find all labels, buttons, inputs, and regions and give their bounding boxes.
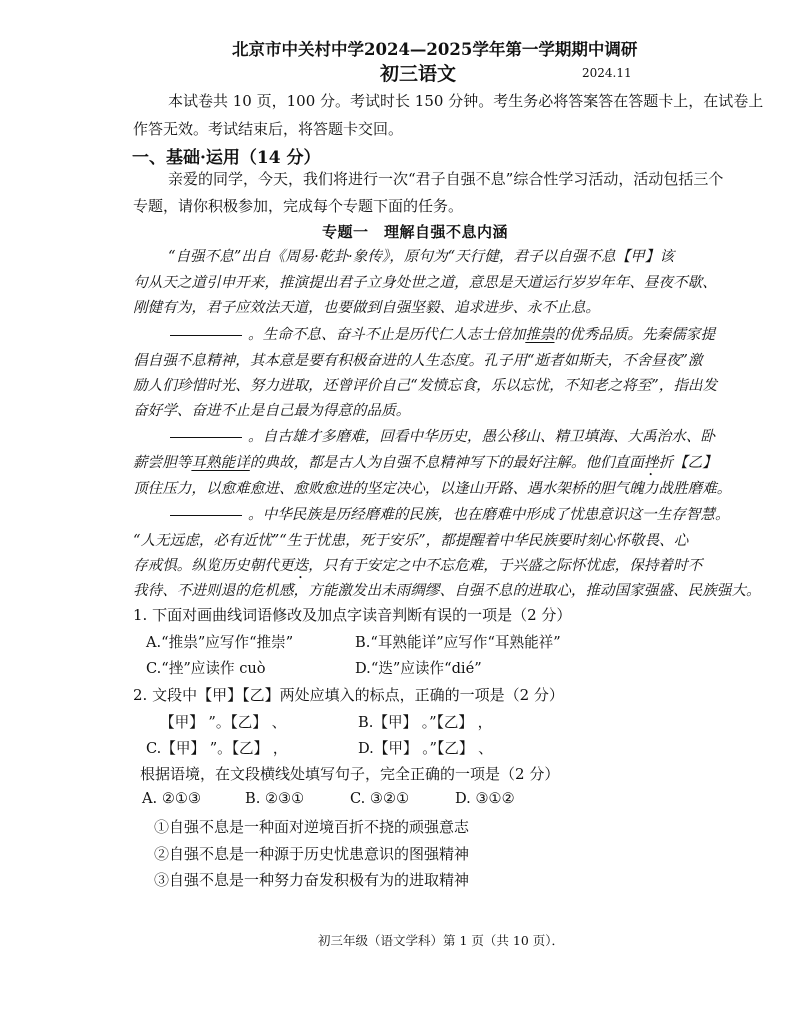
passage-p2-line-3: 励人们珍惜时光、努力进取，还曾评价自己“发愤忘食，乐以忘忧，不知老之将至”，指出发 <box>133 377 718 394</box>
q3-option-d[interactable]: D. ③①② <box>455 790 515 807</box>
q2-option-b[interactable]: B.【甲】 。”【乙】 ， <box>358 714 493 731</box>
instructions-line-2: 作答无效。考试结束后，将答题卡交回。 <box>133 120 404 138</box>
topic-title: 专题一 理解自强不息内涵 <box>322 223 509 241</box>
passage-p4-line-4: 我待、不进则退的危机感，方能激发出未雨绸缪、自强不息的进取心，推动国家强盛、民族强大。 <box>133 582 761 599</box>
q1-option-b[interactable]: B.“耳熟能详”应写作“耳熟能祥” <box>355 634 561 651</box>
passage-p1-line-2: 句从天之道引申开来，推演提出君子立身处世之道，意思是天道运行岁岁年年、昼夜不歇、 <box>133 274 717 291</box>
passage-p4-line-2: “人无远虑，必有近忧”“生于忧患，死于安乐”，都提醒着中华民族要时刻心怀敬畏、心 <box>133 532 689 549</box>
fill-blank-3[interactable] <box>170 514 242 516</box>
q1-option-a[interactable]: A.“推祟”应写作“推崇” <box>146 634 294 651</box>
passage-p3-line-2: 薪尝胆等耳熟能详的典故，都是古人为自强不息精神写下的最好注解。他们直面挫折【乙】 <box>133 454 717 471</box>
dotted-char-cuo: 挫 <box>643 454 659 471</box>
passage-p3-line-3: 顶住压力，以愈难愈进、愈败愈进的坚定决心，以逢山开路、遇水架桥的胆气魄力战胜磨难。 <box>133 480 732 497</box>
page-footer: 初三年级（语文学科）第 1 页（共 10 页）． <box>318 933 565 948</box>
q2-option-d[interactable]: D.【甲】 。”【乙】 、 <box>358 740 493 757</box>
subject-title: 初三语文 <box>380 63 457 85</box>
candidate-sentence-3: ③自强不息是一种努力奋发积极有为的进取精神 <box>154 871 470 889</box>
q1-option-d[interactable]: D.“迭”应读作“dié” <box>355 660 482 677</box>
passage-p3-line-1: 。自古雄才多磨难，回看中华历史，愚公移山、精卫填海、大禹治水、卧 <box>170 425 715 446</box>
underlined-word-ershu: 耳熟能详 <box>191 454 250 471</box>
candidate-sentence-2: ②自强不息是一种源于历史忧患意识的图强精神 <box>154 845 470 863</box>
intro-line-2: 专题，请你积极参加，完成每个专题下面的任务。 <box>133 197 464 215</box>
instructions-line-1: 本试卷共 10 页，100 分。考试时长 150 分钟。考生务必将答案答在答题卡上，在试卷上 <box>168 92 764 110</box>
q2-option-a[interactable]: 【甲】 ”。【乙】 、 <box>160 714 287 731</box>
question-3: 根据语境，在文段横线处填写句子，完全正确的一项是（2 分） <box>140 765 560 783</box>
question-2: 2. 文段中【甲】【乙】两处应填入的标点，正确的一项是（2 分） <box>133 686 564 704</box>
candidate-sentence-1: ①自强不息是一种面对逆境百折不挠的顽强意志 <box>154 818 470 836</box>
q2-option-c[interactable]: C.【甲】 ”。【乙】 ， <box>146 740 288 757</box>
q3-option-c[interactable]: C. ③②① <box>350 790 410 807</box>
passage-p2-line-4: 奋好学、奋进不止是自己最为得意的品质。 <box>133 402 411 419</box>
passage-p4-line-1: 。中华民族是历经磨难的民族，也在磨难中形成了忧患意识这一生存智慧。 <box>170 503 730 524</box>
question-1: 1. 下面对画曲线词语修改及加点字读音判断有误的一项是（2 分） <box>133 606 572 624</box>
exam-title: 北京市中关村中学2024—2025学年第一学期期中调研 <box>232 40 638 59</box>
passage-p2-line-1: 。生命不息、奋斗不止是历代仁人志士倍加推祟的优秀品质。先秦儒家提 <box>170 323 715 344</box>
passage-p4-line-3: 存戒惧。纵览历史朝代更迭，只有于安定之中不忘危难，于兴盛之际怀忧虑，保持着时不 <box>133 557 703 574</box>
passage-p1-line-3: 刚健有为，君子应效法天道，也要做到自强坚毅、追求进步、永不止息。 <box>133 299 601 316</box>
intro-line-1: 亲爱的同学，今天，我们将进行一次“君子自强不息”综合性学习活动，活动包括三个 <box>168 170 724 188</box>
q1-option-c[interactable]: C.“挫”应读作 cuò <box>146 660 266 677</box>
q3-option-b[interactable]: B. ②③① <box>245 790 305 807</box>
fill-blank-2[interactable] <box>170 436 242 438</box>
fill-blank-1[interactable] <box>170 334 242 336</box>
q3-option-a[interactable]: A. ②①③ <box>142 790 202 807</box>
passage-p2-line-2: 倡自强不息精神，其本意是要有积极奋进的人生态度。孔子用“逝者如斯夫，不舍昼夜”激 <box>133 352 703 369</box>
dotted-char-die: 迭 <box>293 557 309 574</box>
underlined-word-tuichong: 推祟 <box>525 326 555 343</box>
section-heading: 一、基础·运用（14 分） <box>132 148 321 168</box>
passage-p1-line-1: “自强不息”出自《周易·乾卦·象传》，原句为“天行健，君子以自强不息【甲】该 <box>168 248 674 265</box>
exam-date: 2024.11 <box>582 66 632 80</box>
